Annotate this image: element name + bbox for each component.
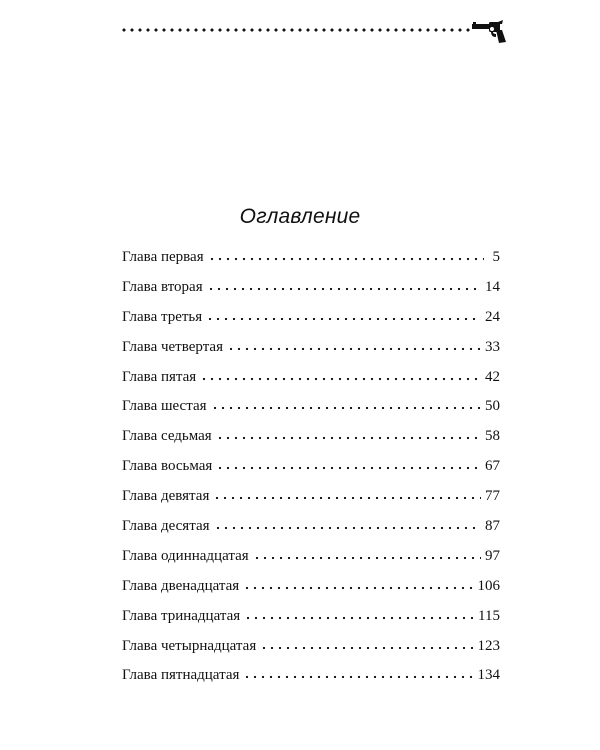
toc-dot-leader [216, 466, 481, 470]
toc-dot-leader [243, 586, 473, 590]
toc-dot-leader [216, 436, 481, 440]
toc-entry-label: Глава первая [122, 249, 204, 265]
toc-entry-label: Глава шестая [122, 398, 207, 415]
toc-entry-label: Глава восьмая [122, 458, 213, 475]
toc-entry[interactable] [122, 333, 500, 363]
toc-entry[interactable] [122, 422, 500, 452]
toc-entry-page-number: 50 [485, 398, 500, 415]
toc-entry-label: Глава вторая [122, 278, 203, 295]
toc-entry-page-number: 106 [477, 577, 500, 594]
toc-entry-page-number: 42 [485, 368, 500, 385]
toc-entry[interactable] [122, 482, 500, 512]
toc-dot-leader [260, 646, 473, 650]
toc-entry-label: Глава десятая [122, 518, 210, 535]
toc-entry[interactable] [122, 602, 500, 632]
toc-dot-leader [253, 556, 481, 560]
table-of-contents [122, 243, 500, 691]
toc-entry-label: Глава пятая [122, 368, 197, 385]
toc-dot-leader [213, 496, 481, 500]
toc-entry[interactable] [122, 303, 500, 333]
toc-entry-page-number: 87 [485, 518, 500, 535]
toc-entry-page-number: 97 [485, 547, 500, 564]
toc-entry-page-number: 5 [492, 249, 500, 265]
toc-entry-label: Глава четырнадцатая [122, 637, 257, 654]
toc-dot-leader [207, 287, 481, 291]
toc-entry-page-number: 58 [485, 428, 500, 445]
toc-entry-label: Глава третья [122, 308, 203, 325]
toc-title: Оглавление [239, 205, 361, 228]
toc-entry-page-number: 77 [485, 488, 500, 505]
toc-entry-label: Глава одиннадцатая [122, 547, 249, 564]
toc-entry-page-number: 115 [478, 607, 500, 624]
toc-dot-leader [200, 377, 481, 381]
toc-entry[interactable] [122, 661, 500, 691]
toc-entry[interactable] [122, 542, 500, 572]
toc-dot-leader [211, 406, 481, 410]
toc-entry-label: Глава девятая [122, 488, 210, 505]
toc-entry-page-number: 14 [485, 278, 500, 295]
toc-entry[interactable] [122, 512, 500, 542]
toc-entry-label: Глава пятнадцатая [122, 667, 240, 684]
toc-dot-leader [243, 675, 473, 679]
toc-entry[interactable] [122, 363, 500, 393]
toc-dot-leader [206, 317, 481, 321]
toc-dot-leader [227, 347, 481, 351]
toc-dot-leader [214, 526, 482, 530]
toc-entry[interactable] [122, 273, 500, 303]
toc-entry[interactable] [122, 452, 500, 482]
toc-entry[interactable] [122, 632, 500, 662]
toc-entry-label: Глава двенадцатая [122, 577, 240, 594]
toc-entry[interactable] [122, 572, 500, 602]
toc-entry-page-number: 33 [485, 338, 500, 355]
toc-dot-leader [208, 257, 484, 261]
header-dotted-rule [120, 27, 472, 33]
toc-dot-leader [244, 616, 474, 620]
toc-entry-page-number: 67 [485, 458, 500, 475]
toc-entry[interactable] [122, 392, 500, 422]
toc-entry-page-number: 134 [477, 667, 500, 684]
toc-entry-label: Глава тринадцатая [122, 607, 241, 624]
toc-entry-label: Глава седьмая [122, 428, 212, 445]
toc-entry-page-number: 24 [485, 308, 500, 325]
toc-entry[interactable] [122, 243, 500, 273]
toc-entry-page-number: 123 [477, 637, 500, 654]
toc-entry-label: Глава четвертая [122, 338, 223, 355]
revolver-icon [472, 20, 506, 44]
